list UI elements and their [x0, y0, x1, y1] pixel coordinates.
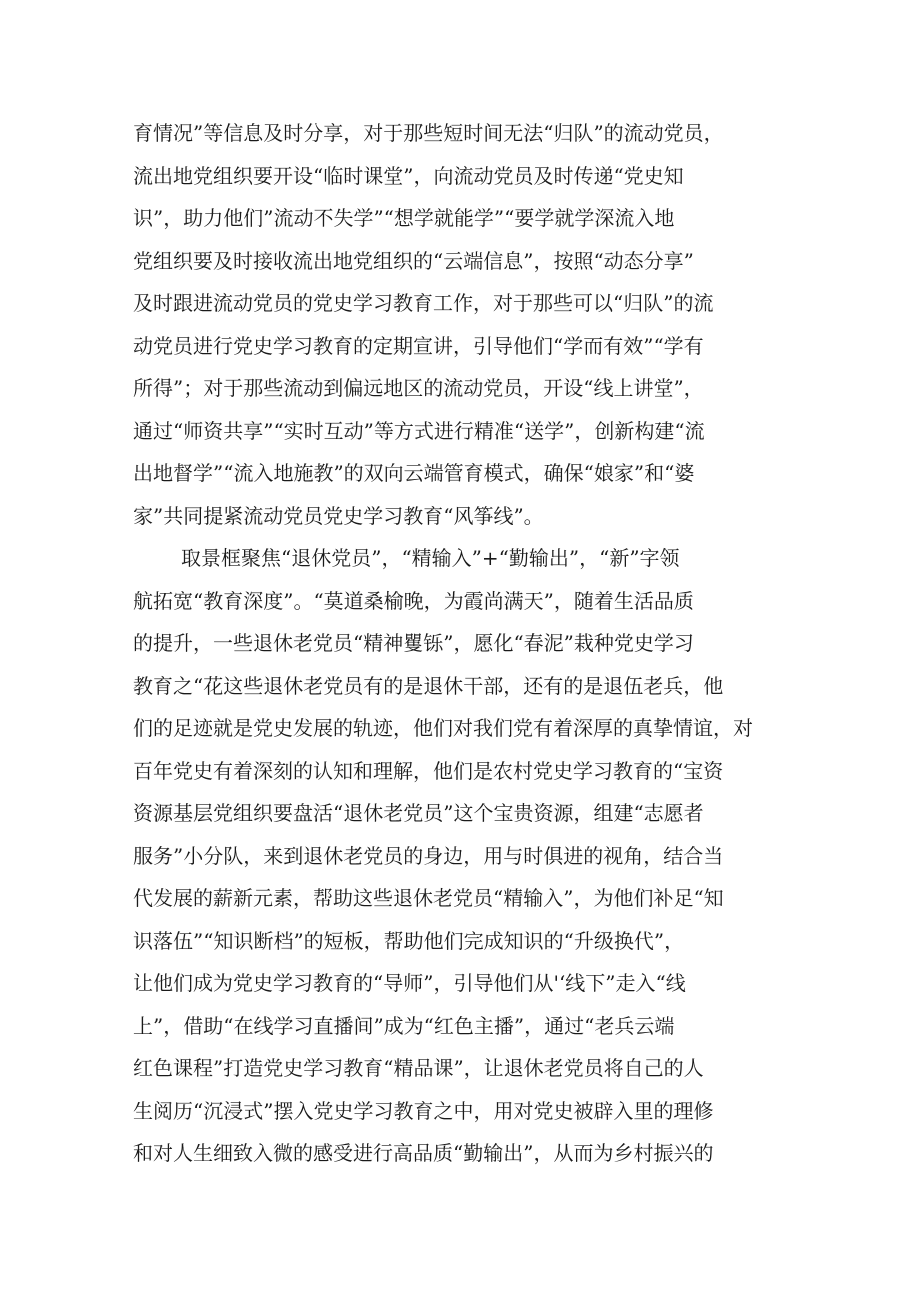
text-line: 服务”小分队，来到退休老党员的身边，用与时俱进的视角，结合当	[133, 843, 724, 868]
text-line: 生阅历“沉浸式”摆入党史学习教育之中，用对党史被辟入里的理修	[133, 1098, 714, 1123]
text-line: 的提升，一些退休老党员“精神矍铄”，愿化“春泥”栽种党史学习	[133, 631, 694, 655]
text-line: 让他们成为党史学习教育的“导师”，引导他们从'‘线下”走入“线	[133, 971, 686, 995]
body-text	[133, 112, 793, 1175]
text-line: 教育之“花这些退休老党员有的是退休干部，还有的是退伍老兵，他	[133, 673, 724, 698]
text-line: 航拓宽“教育深度”。“莫道桑榆晚，为霞尚满天”，随着生活品质	[133, 588, 694, 613]
text-line: 识落伍”“知识断档”的短板，帮助他们完成知识的“升级换代”，	[133, 928, 685, 953]
text-line: 百年党史有着深刻的认知和理解，他们是农村党史学习教育的“宝资	[133, 758, 724, 783]
paragraph-start-line: 取景框聚焦“退休党员”，“精输入”+“勤输出”，“新”字领	[181, 546, 680, 570]
text-line: 育情况”等信息及时分享，对于那些短时间无法“归队”的流动党员，	[133, 121, 724, 145]
text-line: 所得”；对于那些流动到偏远地区的流动党员，开设“线上讲堂”，	[133, 376, 704, 400]
text-line: 代发展的薪新元素，帮助这些退休老党员“精输入”，为他们补足“知	[133, 886, 724, 910]
text-line: 家”共同提紧流动党员党史学习教育“风筝线”。	[133, 503, 544, 528]
text-line: 通过“师资共享”“实时互动”等方式进行精准“送学”，创新构建“流	[133, 418, 705, 443]
text-line: 及时跟进流动党员的党史学习教育工作，对于那些可以“归队”的流	[133, 291, 714, 315]
text-line: 上”，借助“在线学习直播间”成为“红色主播”，通过“老兵云端	[133, 1013, 675, 1038]
text-line: 们的足迹就是党史发展的轨迹，他们对我们党有着深厚的真挚情谊，对	[133, 716, 753, 740]
text-line: 动党员进行党史学习教育的定期宣讲，引导他们“学而有效”“学有	[133, 333, 704, 358]
text-line: 和对人生细致入微的感受进行高品质“勤输出”，从而为乡村振兴的	[133, 1141, 714, 1165]
text-line: 流出地党组织要开设“临时课堂”，向流动党员及时传递“党史知	[133, 163, 684, 188]
text-line: 红色课程”打造党史学习教育“精品课”，让退休老党员将自己的人	[133, 1056, 704, 1080]
text-line: 出地督学”“流入地施教”的双向云端管育模式，确保“娘家”和“婆	[133, 461, 695, 485]
text-line: 资源基层党组织要盘活“退休老党员”这个宝贵资源，组建“志愿者	[133, 801, 704, 825]
text-line: 识”，助力他们”流动不失学”“想学就能学”“要学就学深流入地	[133, 206, 675, 230]
text-line: 党组织要及时接收流出地党组织的“云端信息”，按照“动态分享”	[133, 248, 694, 273]
